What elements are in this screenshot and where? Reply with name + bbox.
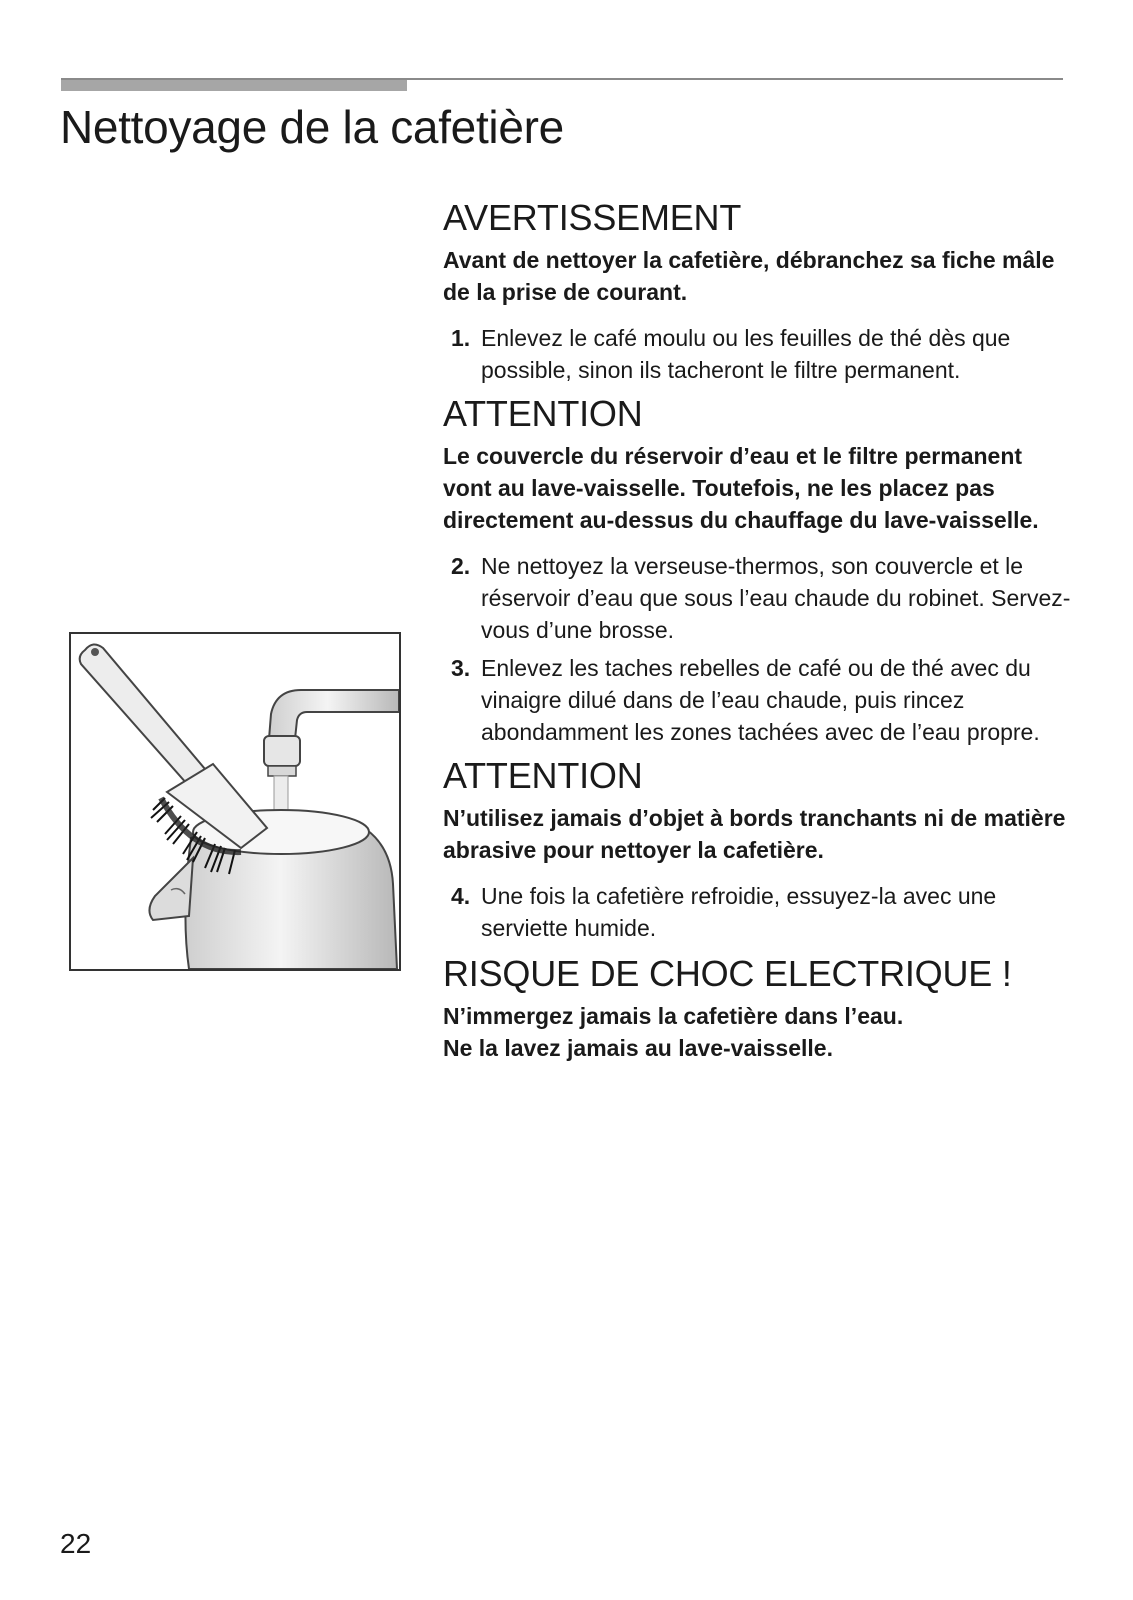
step-number: 4. <box>451 883 471 909</box>
step-number: 1. <box>451 325 471 351</box>
step-3 <box>443 652 1073 748</box>
content-column <box>443 196 1073 1064</box>
warning-heading: AVERTISSEMENT <box>443 197 742 238</box>
page-number: 22 <box>60 1528 92 1559</box>
danger-heading: RISQUE DE CHOC ELECTRIQUE ! <box>443 953 1012 994</box>
attention-text-2: N’utilisez jamais d’objet à bords tranchants ni de matière abrasive pour nettoyer la cafetière. <box>443 805 1066 863</box>
attention-heading: ATTENTION <box>443 393 643 434</box>
danger-line-1: N’immergez jamais la cafetière dans l’eau. <box>443 1003 904 1029</box>
warning-text: Avant de nettoyer la cafetière, débranchez sa fiche mâle de la prise de courant. <box>443 247 1055 305</box>
step-number: 3. <box>451 655 471 681</box>
attention-text: Le couvercle du réservoir d’eau et le filtre permanent vont au lave-vaisselle. Toutefois, ne les placez pas directement au-dessus du chauffage du lave-vaisselle. <box>443 443 1039 533</box>
page-title: Nettoyage de la cafetière <box>60 101 564 153</box>
danger-text <box>443 1000 1073 1064</box>
step-text: Enlevez le café moulu ou les feuilles de thé dès que possible, sinon ils tacheront le filtre permanent. <box>481 325 1011 383</box>
header-rule-accent <box>61 80 407 91</box>
step-number: 2. <box>451 553 471 579</box>
attention-heading-2: ATTENTION <box>443 755 643 796</box>
danger-line-2: Ne la lavez jamais au lave-vaisselle. <box>443 1035 833 1061</box>
step-4 <box>443 880 1073 944</box>
cleaning-illustration <box>69 632 401 971</box>
step-2 <box>443 550 1073 646</box>
kettle-brush-icon <box>71 634 399 969</box>
step-text: Enlevez les taches rebelles de café ou de thé avec du vinaigre dilué dans de l’eau chaude, puis rincez abondamment les zones tachées avec de l’eau propre. <box>481 655 1040 745</box>
step-text: Ne nettoyez la verseuse-thermos, son couvercle et le réservoir d’eau que sous l’eau chaude du robinet. Servez-vous d’une brosse. <box>481 553 1071 643</box>
step-text: Une fois la cafetière refroidie, essuyez-la avec une serviette humide. <box>481 883 997 941</box>
step-1 <box>443 322 1073 386</box>
